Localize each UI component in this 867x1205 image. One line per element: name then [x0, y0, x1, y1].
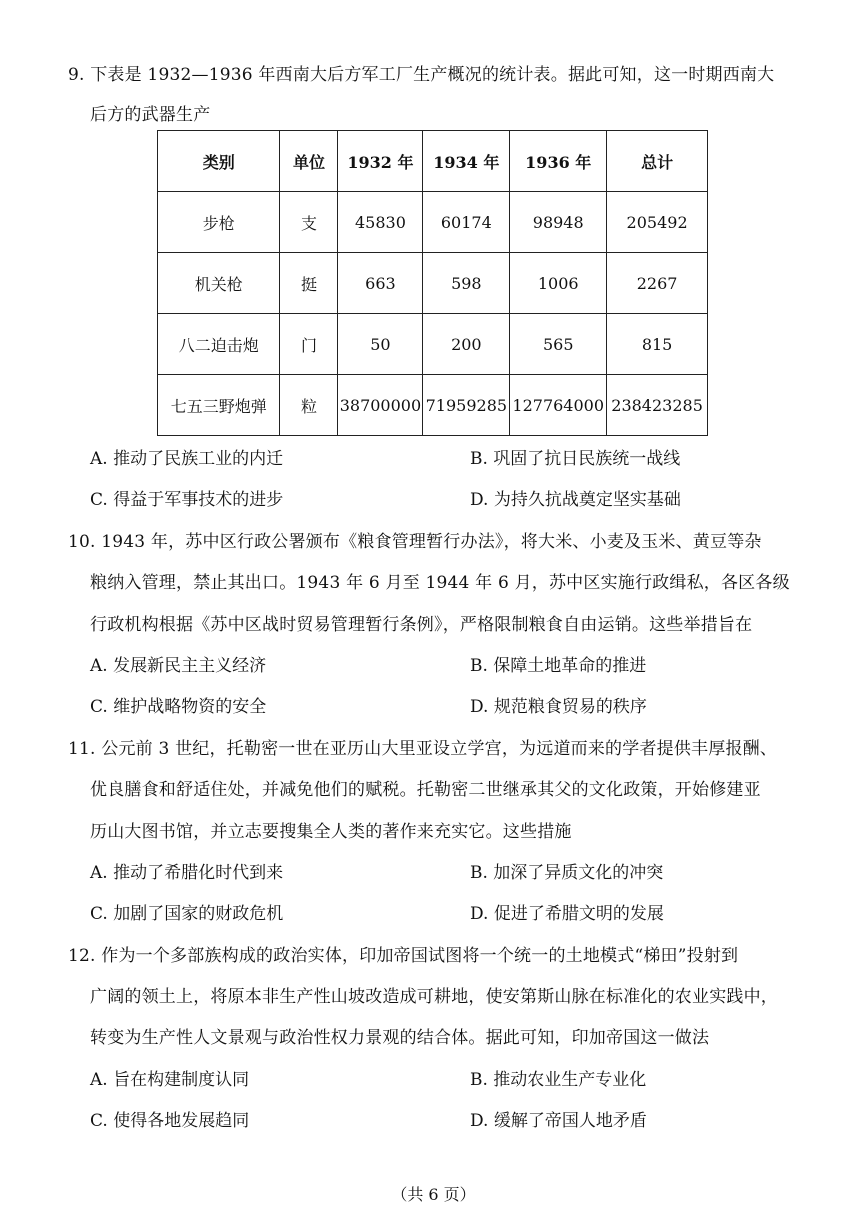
- table-cell: 238423285: [607, 375, 708, 436]
- q9-stem-line-1: 9. 下表是 1932—1936 年西南大后方军工厂生产概况的统计表。据此可知，这一时期西南大: [68, 65, 775, 85]
- table-cell: 支: [280, 192, 338, 253]
- table-header-cell: 单位: [280, 131, 338, 192]
- q11-option-d[interactable]: D. 促进了希腊文明的发展: [470, 904, 664, 924]
- q11-stem-line-3: 历山大图书馆，并立志要搜集全人类的著作来充实它。这些措施: [90, 822, 572, 842]
- table-cell: 205492: [607, 192, 708, 253]
- q9-option-b[interactable]: B. 巩固了抗日民族统一战线: [470, 449, 681, 469]
- table-cell: 八二迫击炮: [158, 314, 280, 375]
- table-row: [158, 314, 708, 375]
- q12-option-c[interactable]: C. 使得各地发展趋同: [90, 1111, 250, 1131]
- table-cell: 2267: [607, 253, 708, 314]
- table-header-cell: 类别: [158, 131, 280, 192]
- q9-option-d[interactable]: D. 为持久抗战奠定坚实基础: [470, 490, 681, 510]
- page-footer: （共 6 页）: [391, 1185, 476, 1204]
- table-header-cell: 1934 年: [423, 131, 510, 192]
- table-cell: 45830: [338, 192, 423, 253]
- table-cell: 815: [607, 314, 708, 375]
- q9-option-a[interactable]: A. 推动了民族工业的内迁: [90, 449, 284, 469]
- q11-stem-line-1: 11. 公元前 3 世纪，托勒密一世在亚历山大里亚设立学宫，为远道而来的学者提供丰厚报酬、: [68, 739, 778, 759]
- q10-option-a[interactable]: A. 发展新民主主义经济: [90, 656, 267, 676]
- table-cell: 七五三野炮弹: [158, 375, 280, 436]
- table-cell: 1006: [510, 253, 607, 314]
- table-cell: 71959285: [423, 375, 510, 436]
- q12-option-a[interactable]: A. 旨在构建制度认同: [90, 1070, 250, 1090]
- q10-stem-line-2: 粮纳入管理，禁止其出口。1943 年 6 月至 1944 年 6 月，苏中区实施行政缉私，各区各级: [90, 573, 790, 593]
- q10-option-c[interactable]: C. 维护战略物资的安全: [90, 697, 267, 717]
- table-cell: 粒: [280, 375, 338, 436]
- q10-option-d[interactable]: D. 规范粮食贸易的秩序: [470, 697, 647, 717]
- table-row: [158, 192, 708, 253]
- table-cell: 127764000: [510, 375, 607, 436]
- table-cell: 565: [510, 314, 607, 375]
- table-cell: 38700000: [338, 375, 423, 436]
- q10-option-b[interactable]: B. 保障土地革命的推进: [470, 656, 647, 676]
- q10-stem-line-1: 10. 1943 年，苏中区行政公署颁布《粮食管理暂行办法》，将大米、小麦及玉米、黄豆等杂: [68, 532, 762, 552]
- q11-option-a[interactable]: A. 推动了希腊化时代到来: [90, 863, 284, 883]
- q11-option-b[interactable]: B. 加深了异质文化的冲突: [470, 863, 664, 883]
- q9-statistics-table: [157, 130, 708, 436]
- table-cell: 598: [423, 253, 510, 314]
- table-cell: 50: [338, 314, 423, 375]
- table-cell: 机关枪: [158, 253, 280, 314]
- table-row: [158, 253, 708, 314]
- table-row: [158, 375, 708, 436]
- table-cell: 60174: [423, 192, 510, 253]
- table-header-cell: 1936 年: [510, 131, 607, 192]
- q9-stem-line-2: 后方的武器生产: [90, 105, 211, 125]
- q12-stem-line-2: 广阔的领土上，将原本非生产性山坡改造成可耕地，使安第斯山脉在标准化的农业实践中，: [90, 987, 778, 1007]
- table-header-row: [158, 131, 708, 192]
- table-cell: 663: [338, 253, 423, 314]
- q9-option-c[interactable]: C. 得益于军事技术的进步: [90, 490, 284, 510]
- table-cell: 门: [280, 314, 338, 375]
- q12-option-b[interactable]: B. 推动农业生产专业化: [470, 1070, 647, 1090]
- q12-option-d[interactable]: D. 缓解了帝国人地矛盾: [470, 1111, 647, 1131]
- q12-stem-line-1: 12. 作为一个多部族构成的政治实体，印加帝国试图将一个统一的土地模式“梯田”投射到: [68, 946, 739, 966]
- q10-stem-line-3: 行政机构根据《苏中区战时贸易管理暂行条例》，严格限制粮食自由运销。这些举措旨在: [90, 615, 753, 635]
- table-cell: 200: [423, 314, 510, 375]
- table-cell: 步枪: [158, 192, 280, 253]
- table-cell: 挺: [280, 253, 338, 314]
- table-header-cell: 1932 年: [338, 131, 423, 192]
- table-header-cell: 总计: [607, 131, 708, 192]
- q11-stem-line-2: 优良膳食和舒适住处，并减免他们的赋税。托勒密二世继承其父的文化政策，开始修建亚: [90, 780, 761, 800]
- q11-option-c[interactable]: C. 加剧了国家的财政危机: [90, 904, 284, 924]
- table-cell: 98948: [510, 192, 607, 253]
- q12-stem-line-3: 转变为生产性人文景观与政治性权力景观的结合体。据此可知，印加帝国这一做法: [90, 1028, 710, 1048]
